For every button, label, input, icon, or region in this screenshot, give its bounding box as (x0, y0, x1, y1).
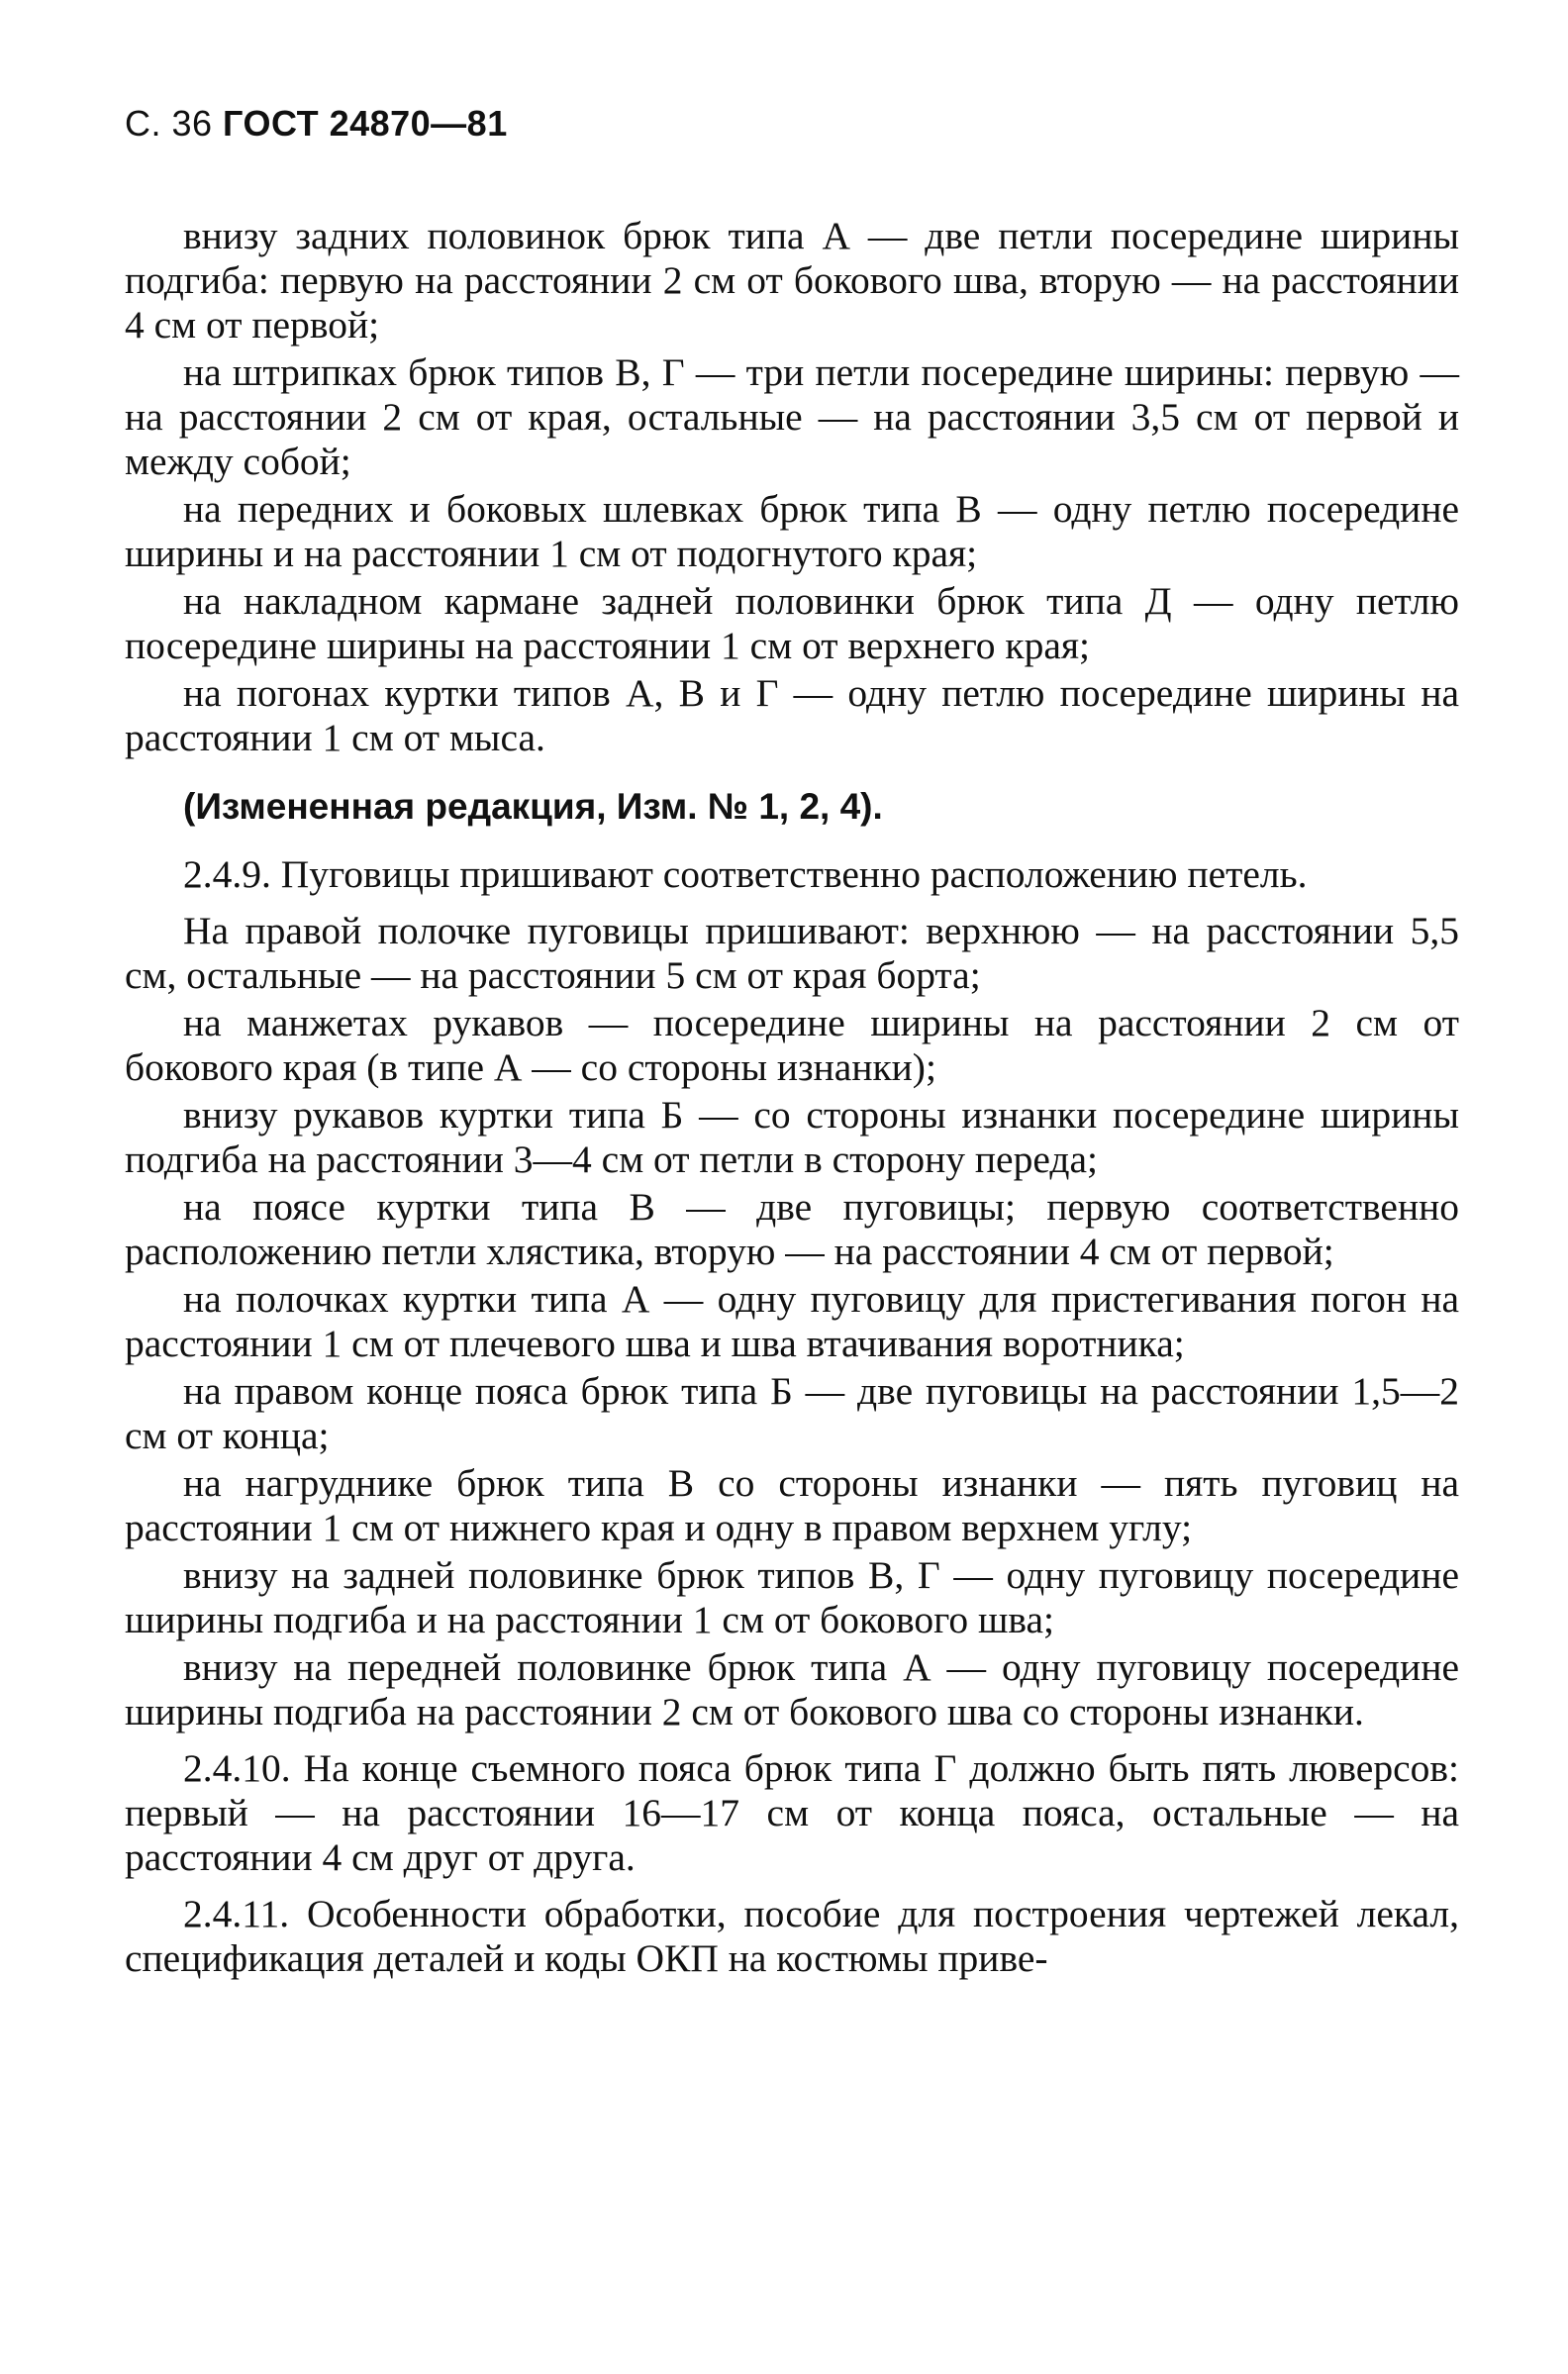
amendment-note: (Измененная редакция, Изм. № 1, 2, 4). (183, 786, 883, 827)
paragraph: на штрипках брюк типов В, Г — три петли посередине ширины: первую — на расстоянии 2 см от края, остальные — на расстоянии 3,5 см от первой и между собой; (125, 350, 1459, 483)
page-header (125, 103, 1459, 145)
list-item: внизу рукавов куртки типа Б — со стороны изнанки посередине ширины подгиба на расстоянии 3—4 см от петли в сторону переда; (125, 1093, 1459, 1181)
paragraph: внизу задних половинок брюк типа А — две петли посередине ширины подгиба: первую на расстоянии 2 см от бокового шва, вторую — на расстоянии 4 см от первой; (125, 214, 1459, 346)
section-2-4-11: 2.4.11. Особенности обработки, пособие для построения чертежей лекал, спецификация деталей и коды ОКП на костюмы приве- (125, 1892, 1459, 1980)
paragraph: на передних и боковых шлевках брюк типа В — одну петлю посередине ширины и на расстоянии 1 см от подогнутого края; (125, 487, 1459, 575)
list-item: На правой полочке пуговицы пришивают: верхнюю — на расстоянии 5,5 см, остальные — на расстоянии 5 см от края борта; (125, 909, 1459, 997)
list-item: внизу на передней половинке брюк типа А — одну пуговицу посередине ширины подгиба на расстоянии 2 см от бокового шва со стороны изнанки. (125, 1645, 1459, 1733)
paragraph: на накладном кармане задней половинки брюк типа Д — одну петлю посередине ширины на расстоянии 1 см от верхнего края; (125, 579, 1459, 667)
list-item: внизу на задней половинке брюк типов В, Г — одну пуговицу посередине ширины подгиба и на расстоянии 1 см от бокового шва; (125, 1553, 1459, 1641)
list-item: на полочках куртки типа А — одну пуговицу для пристегивания погон на расстоянии 1 см от плечевого шва и шва втачивания воротника; (125, 1277, 1459, 1365)
document-number: ГОСТ 24870—81 (223, 103, 508, 144)
section-2-4-9-heading: 2.4.9. Пуговицы пришивают соответственно расположению петель. (183, 852, 1308, 896)
page-number: С. 36 (125, 103, 224, 144)
paragraph: на погонах куртки типов А, В и Г — одну петлю посередине ширины на расстоянии 1 см от мыса. (125, 671, 1459, 759)
list-item: на нагруднике брюк типа В со стороны изнанки — пять пуговиц на расстоянии 1 см от нижнего края и одну в правом верхнем углу; (125, 1461, 1459, 1549)
list-item: на манжетах рукавов — посередине ширины на расстоянии 2 см от бокового края (в типе А — со стороны изнанки); (125, 1001, 1459, 1089)
list-item: на правом конце пояса брюк типа Б — две пуговицы на расстоянии 1,5—2 см от конца; (125, 1369, 1459, 1457)
list-item: на поясе куртки типа В — две пуговицы; первую соответственно расположению петли хлястика, вторую — на расстоянии 4 см от первой; (125, 1185, 1459, 1273)
section-2-4-10: 2.4.10. На конце съемного пояса брюк типа Г должно быть пять люверсов: первый — на расстоянии 16—17 см от конца пояса, остальные — на расстоянии 4 см друг от друга. (125, 1746, 1459, 1879)
